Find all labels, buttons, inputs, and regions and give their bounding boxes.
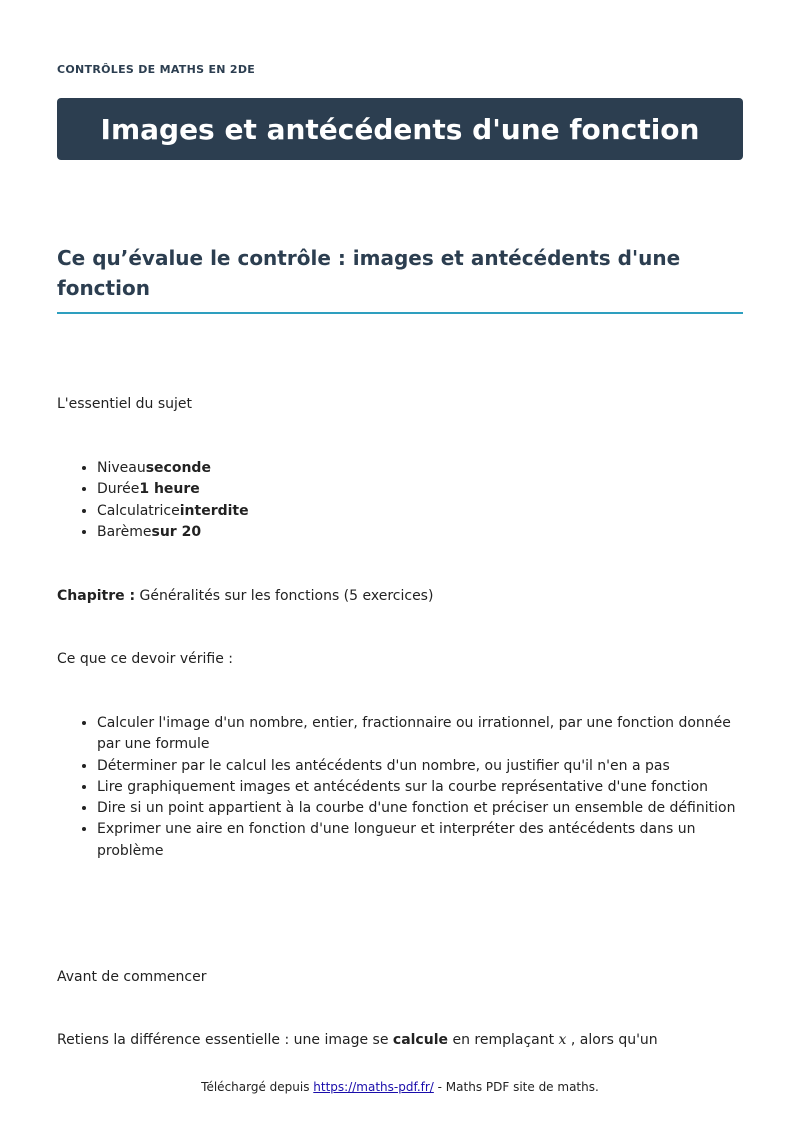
avant-heading: Avant de commencer: [57, 969, 207, 985]
list-item: • Exprimer une aire en fonction d'une longueur et interpréter des antécédents dans un problème: [97, 819, 743, 862]
item-label: Durée: [97, 481, 140, 498]
avant-text: [57, 1030, 658, 1051]
footer-link[interactable]: https://maths-pdf.fr/: [313, 1080, 434, 1094]
list-item: [97, 522, 743, 543]
page-footer: [0, 1080, 800, 1094]
text-segment: , alors qu'un: [566, 1032, 658, 1048]
verifie-heading: Ce que ce devoir vérifie :: [57, 651, 234, 667]
math-variable: x: [558, 1032, 567, 1048]
chapitre-text: Généralités sur les fonctions (5 exercices): [135, 588, 434, 604]
list-item: [97, 479, 743, 500]
chapitre-line: [57, 586, 433, 607]
item-value: sur 20: [151, 523, 202, 540]
series-kicker: CONTRÔLES DE MATHS EN 2DE: [57, 63, 256, 76]
footer-prefix: Téléchargé depuis: [201, 1080, 314, 1094]
emphasis: calcule: [392, 1032, 448, 1048]
item-label: Niveau: [97, 460, 146, 476]
list-item: • Lire graphiquement images et antécédents sur la courbe représentative d'une fonction: [97, 777, 743, 798]
essentiel-list: [57, 458, 743, 543]
verifie-list: [57, 713, 743, 862]
essentiel-heading: L'essentiel du sujet: [57, 396, 193, 412]
list-item: • Calculer l'image d'un nombre, entier, fractionnaire ou irrationnel, par une fonction donnée par une formule: [97, 713, 743, 756]
list-item: • Dire si un point appartient à la courbe d'une fonction et préciser un ensemble de définition: [97, 798, 743, 819]
section-title: Ce qu’évalue le contrôle : images et antécédents d'une fonction: [57, 243, 743, 314]
footer-suffix: - Maths PDF site de maths.: [433, 1080, 599, 1094]
text-segment: en remplaçant: [448, 1032, 559, 1048]
item-label: Calculatrice: [97, 502, 180, 519]
item-value: 1 heure: [139, 481, 200, 498]
list-item: • Déterminer par le calcul les antécédents d'un nombre, ou justifier qu'il n'en a pas: [97, 756, 743, 777]
list-item: [97, 458, 743, 479]
text-segment: Retiens la différence essentielle : une image se: [57, 1032, 393, 1048]
item-value: interdite: [179, 502, 249, 519]
title-banner: [57, 98, 743, 160]
chapitre-label: Chapitre :: [57, 588, 136, 604]
page-title: Images et antécédents d'une fonction: [100, 112, 700, 146]
list-item: [97, 501, 743, 522]
item-value: seconde: [145, 460, 211, 476]
item-label: Barème: [97, 523, 152, 540]
